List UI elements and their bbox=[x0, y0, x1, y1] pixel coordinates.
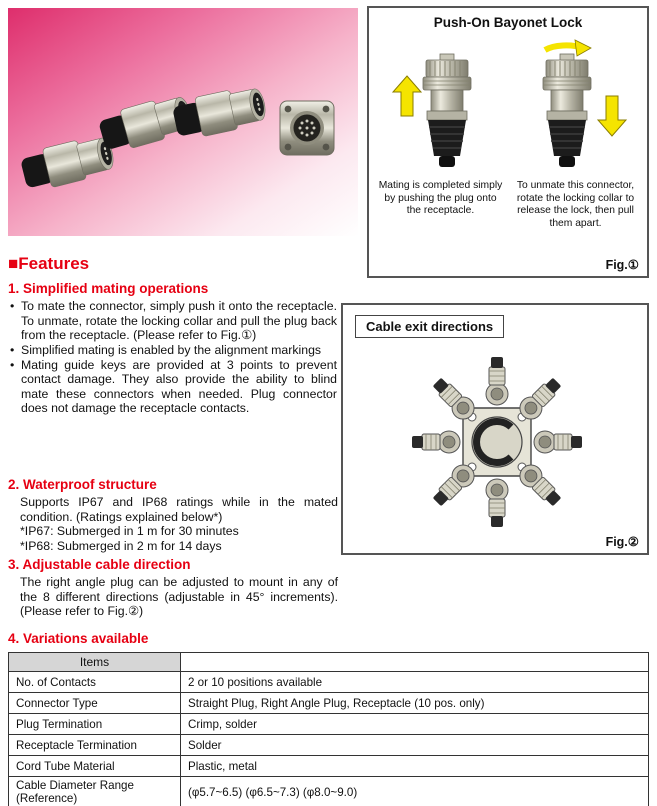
exit-connector-270 bbox=[486, 357, 508, 405]
row-label: No. of Contacts bbox=[9, 672, 181, 693]
fig1-graphic bbox=[369, 36, 647, 182]
fig1-caption-left: Mating is completed simply by pushing the plug onto the receptacle. bbox=[378, 180, 503, 217]
row-value: Plastic, metal bbox=[181, 756, 649, 777]
row-label: Cable Diameter Range (Reference) bbox=[9, 777, 181, 806]
row-label: Receptacle Termination bbox=[9, 735, 181, 756]
section3-body bbox=[20, 575, 338, 619]
fig1-mating-connector bbox=[423, 54, 471, 167]
exit-connector-180 bbox=[412, 431, 460, 453]
fig2-box bbox=[341, 303, 649, 555]
cable-exit-graphic bbox=[349, 349, 645, 535]
connector-photo-graphic bbox=[8, 8, 358, 236]
fig1-unmating-connector bbox=[543, 54, 591, 167]
product-photo bbox=[8, 8, 358, 236]
section2-paragraph: Supports IP67 and IP68 ratings while in the mated condition. (Ratings explained below*) bbox=[20, 495, 338, 524]
table-header-row bbox=[9, 653, 649, 672]
section2-ip68-note: *IP68: Submerged in 2 m for 14 days bbox=[20, 538, 222, 553]
table-row bbox=[9, 672, 649, 693]
row-value: Straight Plug, Right Angle Plug, Receptacle (10 pos. only) bbox=[181, 693, 649, 714]
down-arrow-icon bbox=[598, 96, 626, 136]
variations-table bbox=[8, 652, 649, 806]
fig1-captions bbox=[369, 180, 647, 230]
section3-paragraph: The right angle plug can be adjusted to mount in any of the 8 different directions (adjustable in 45° increments). (Please refer to Fig.②) bbox=[20, 575, 338, 619]
section1-body bbox=[10, 299, 337, 416]
table-row bbox=[9, 735, 649, 756]
table-row bbox=[9, 714, 649, 735]
fig2-title: Cable exit directions bbox=[355, 315, 504, 338]
table-row bbox=[9, 756, 649, 777]
row-value: 2 or 10 positions available bbox=[181, 672, 649, 693]
section2-body bbox=[20, 495, 338, 554]
section1-title: 1. Simplified mating operations bbox=[8, 281, 209, 296]
features-heading: ■Features bbox=[8, 254, 90, 273]
row-value: (φ5.7~6.5) (φ6.5~7.3) (φ8.0~9.0) bbox=[181, 777, 649, 806]
table-row bbox=[9, 777, 649, 806]
section3-title: 3. Adjustable cable direction bbox=[8, 557, 191, 572]
fig1-illustrations bbox=[369, 36, 647, 187]
fig1-title: Push-On Bayonet Lock bbox=[433, 15, 583, 30]
fig1-label: Fig.① bbox=[605, 258, 639, 272]
row-label: Plug Termination bbox=[9, 714, 181, 735]
section2-ip67-note: *IP67: Submerged in 1 m for 30 minutes bbox=[20, 524, 239, 539]
exit-connector-90 bbox=[486, 479, 508, 527]
section4-title: 4. Variations available bbox=[8, 631, 149, 646]
row-value: Crimp, solder bbox=[181, 714, 649, 735]
rotate-arrow-head-icon bbox=[575, 40, 591, 56]
fig2-diagram bbox=[349, 349, 645, 540]
up-arrow-icon bbox=[393, 76, 421, 116]
row-label: Connector Type bbox=[9, 693, 181, 714]
section1-bullet-3: • Mating guide keys are provided at 3 points to prevent contact damage. They also provide the ability to blind mate these connectors when needed. Plug connector does not damage the receptacle contacts. bbox=[10, 358, 337, 417]
table-row bbox=[9, 693, 649, 714]
fig1-box bbox=[367, 6, 649, 278]
section1-bullet-1: • To mate the connector, simply push it onto the receptacle. To unmate, rotate the locking collar and pull the plug back from the receptacle. (Please refer to Fig.①) bbox=[10, 299, 337, 343]
fig1-caption-right: To unmate this connector, rotate the locking collar to release the lock, then pull them apart. bbox=[516, 180, 635, 229]
receptacle-photo bbox=[280, 101, 334, 155]
items-header-cell: Items bbox=[9, 653, 181, 672]
section1-bullet-2: • Simplified mating is enabled by the alignment markings bbox=[10, 343, 337, 358]
row-value: Solder bbox=[181, 735, 649, 756]
exit-connector-0 bbox=[534, 431, 582, 453]
fig2-label: Fig.② bbox=[605, 535, 639, 549]
row-label: Cord Tube Material bbox=[9, 756, 181, 777]
central-receptacle bbox=[463, 408, 531, 476]
items-header-empty-cell bbox=[181, 653, 649, 672]
section2-title: 2. Waterproof structure bbox=[8, 477, 157, 492]
